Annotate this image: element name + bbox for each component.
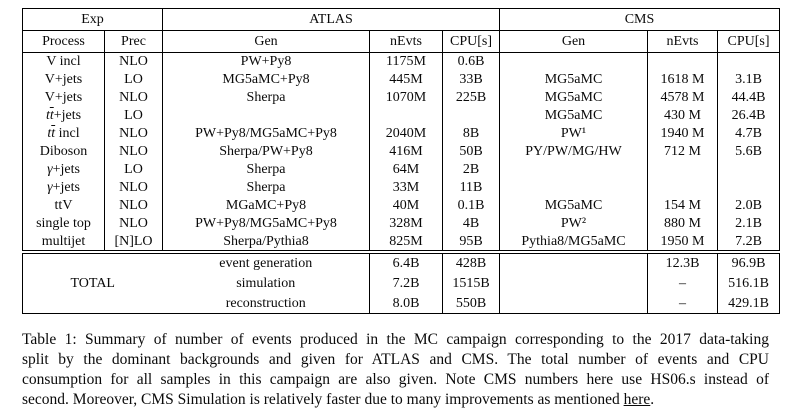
cell-atlas-cpu: 50B bbox=[443, 143, 500, 161]
cell-prec: NLO bbox=[105, 215, 163, 233]
cell-cms-nevts: 430 M bbox=[648, 107, 718, 125]
cell-prec: LO bbox=[105, 107, 163, 125]
cell-cms-gen: Pythia8/MG5aMC bbox=[500, 233, 648, 251]
table-row bbox=[23, 71, 780, 89]
cell-cms-cpu bbox=[718, 179, 780, 197]
total-cell-cms-gen bbox=[500, 274, 648, 294]
col-header-cms-gen: Gen bbox=[500, 31, 648, 53]
cell-prec: LO bbox=[105, 161, 163, 179]
cell-cms-cpu: 7.2B bbox=[718, 233, 780, 251]
cell-cms-gen: MG5aMC bbox=[500, 71, 648, 89]
cell-atlas-nevts: 64M bbox=[370, 161, 443, 179]
header-exp: Exp bbox=[23, 9, 163, 31]
caption-line-1: Table 1: Summary of number of events produced in the MC campaign corresponding to the 2017 data-taking bbox=[22, 331, 769, 348]
cell-cms-gen bbox=[500, 179, 648, 197]
table-row bbox=[23, 215, 780, 233]
cell-process: V incl bbox=[23, 53, 105, 71]
cell-atlas-nevts bbox=[370, 107, 443, 125]
cell-prec: NLO bbox=[105, 53, 163, 71]
cell-cms-nevts: 154 M bbox=[648, 197, 718, 215]
total-cell-stage: event generation bbox=[163, 254, 370, 274]
total-cell-cms-nevts: – bbox=[648, 274, 718, 294]
table-row bbox=[23, 89, 780, 107]
cell-cms-nevts: 1618 M bbox=[648, 71, 718, 89]
cell-atlas-gen: Sherpa/PW+Py8 bbox=[163, 143, 370, 161]
cell-atlas-nevts: 825M bbox=[370, 233, 443, 251]
cell-cms-nevts: 1940 M bbox=[648, 125, 718, 143]
total-label: TOTAL bbox=[70, 275, 115, 291]
cell-prec: NLO bbox=[105, 197, 163, 215]
col-header-atlas-cpu: CPU[s] bbox=[443, 31, 500, 53]
header-atlas: ATLAS bbox=[163, 9, 500, 31]
total-cell-atlas-cpu: 550B bbox=[443, 294, 500, 314]
cell-cms-gen bbox=[500, 161, 648, 179]
cell-cms-nevts: 4578 M bbox=[648, 89, 718, 107]
cell-atlas-gen: PW+Py8 bbox=[163, 53, 370, 71]
cell-cms-cpu bbox=[718, 161, 780, 179]
table-row bbox=[23, 143, 780, 161]
total-cell-cms-nevts: 12.3B bbox=[648, 254, 718, 274]
total-cell-atlas-nevts: 6.4B bbox=[370, 254, 443, 274]
cell-process: Diboson bbox=[23, 143, 105, 161]
mc-campaign-table bbox=[22, 8, 780, 251]
cell-prec: NLO bbox=[105, 125, 163, 143]
cell-process: multijet bbox=[23, 233, 105, 251]
totals-table bbox=[22, 253, 780, 314]
cell-cms-nevts: 880 M bbox=[648, 215, 718, 233]
total-cell-atlas-cpu: 1515B bbox=[443, 274, 500, 294]
caption-line-3: consumption for all samples in this campaign are also given. Note CMS numbers here use HS06.s instead of bbox=[22, 371, 769, 388]
table-row bbox=[23, 179, 780, 197]
cell-cms-gen: PY/PW/MG/HW bbox=[500, 143, 648, 161]
cell-process: γ+jets bbox=[23, 179, 105, 197]
table-caption bbox=[22, 330, 769, 410]
cell-cms-gen: PW¹ bbox=[500, 125, 648, 143]
cell-atlas-cpu bbox=[443, 107, 500, 125]
cell-atlas-cpu: 33B bbox=[443, 71, 500, 89]
caption-line-4 bbox=[22, 390, 769, 410]
cell-cms-gen: MG5aMC bbox=[500, 107, 648, 125]
cell-atlas-gen: Sherpa/Pythia8 bbox=[163, 233, 370, 251]
header-cms: CMS bbox=[500, 9, 780, 31]
cell-prec: NLO bbox=[105, 89, 163, 107]
header-row-columns bbox=[23, 31, 780, 53]
col-header-cms-cpu: CPU[s] bbox=[718, 31, 780, 53]
cell-atlas-gen: MGaMC+Py8 bbox=[163, 197, 370, 215]
cell-atlas-gen: PW+Py8/MG5aMC+Py8 bbox=[163, 215, 370, 233]
cell-prec: NLO bbox=[105, 179, 163, 197]
col-header-cms-nevts: nEvts bbox=[648, 31, 718, 53]
table-row bbox=[23, 233, 780, 251]
cell-process: single top bbox=[23, 215, 105, 233]
here-link[interactable]: here bbox=[623, 391, 651, 408]
cell-process: $t\overline{t}+jets$ bbox=[23, 107, 105, 125]
total-cell-cms-cpu: 96.9B bbox=[731, 256, 766, 272]
cell-cms-nevts: 1950 M bbox=[648, 233, 718, 251]
cell-cms-gen: MG5aMC bbox=[500, 89, 648, 107]
total-cell-cms-nevts: – bbox=[648, 294, 718, 314]
cell-prec: LO bbox=[105, 71, 163, 89]
header-row-experiments bbox=[23, 9, 780, 31]
cell-process: $t\overline{t}$ incl bbox=[23, 125, 105, 143]
cell-atlas-gen: PW+Py8/MG5aMC+Py8 bbox=[163, 125, 370, 143]
col-header-prec: Prec bbox=[105, 31, 163, 53]
cell-cms-cpu: 2.0B bbox=[718, 197, 780, 215]
cell-cms-cpu: 44.4B bbox=[718, 89, 780, 107]
cell-cms-gen: MG5aMC bbox=[500, 197, 648, 215]
cell-atlas-nevts: 2040M bbox=[370, 125, 443, 143]
caption-line-2: split by the dominant backgrounds and given for ATLAS and CMS. The total number of events and CPU bbox=[22, 351, 769, 368]
table-row bbox=[23, 125, 780, 143]
cell-cms-nevts: 712 M bbox=[648, 143, 718, 161]
cell-process: V+jets bbox=[23, 89, 105, 107]
total-cell-atlas-nevts: 7.2B bbox=[370, 274, 443, 294]
caption-period: . bbox=[650, 391, 655, 408]
cell-prec: NLO bbox=[105, 143, 163, 161]
cell-cms-nevts bbox=[648, 179, 718, 197]
cell-atlas-nevts: 328M bbox=[370, 215, 443, 233]
cell-cms-cpu: 3.1B bbox=[718, 71, 780, 89]
cell-prec: [N]LO bbox=[105, 233, 163, 251]
table-row bbox=[23, 53, 780, 71]
cell-atlas-cpu: 2B bbox=[443, 161, 500, 179]
total-cell-atlas-cpu: 428B bbox=[443, 254, 500, 274]
total-cell-cms-gen bbox=[500, 254, 648, 274]
cell-cms-cpu: 2.1B bbox=[718, 215, 780, 233]
cell-cms-cpu: 26.4B bbox=[718, 107, 780, 125]
col-header-process: Process bbox=[23, 31, 105, 53]
cell-cms-nevts bbox=[648, 53, 718, 71]
cell-atlas-gen: MG5aMC+Py8 bbox=[163, 71, 370, 89]
totals-row bbox=[23, 254, 780, 274]
table-row bbox=[23, 197, 780, 215]
total-cell-cms-cpu: 516.1B bbox=[728, 275, 769, 291]
cell-atlas-nevts: 1070M bbox=[370, 89, 443, 107]
cell-cms-cpu: 5.6B bbox=[718, 143, 780, 161]
total-cell-atlas-nevts: 8.0B bbox=[370, 294, 443, 314]
cell-atlas-nevts: 33M bbox=[370, 179, 443, 197]
cell-process: ttV bbox=[23, 197, 105, 215]
table-row bbox=[23, 107, 780, 125]
cell-atlas-gen: Sherpa bbox=[163, 179, 370, 197]
cell-atlas-cpu: 8B bbox=[443, 125, 500, 143]
cell-cms-gen: PW² bbox=[500, 215, 648, 233]
cell-atlas-nevts: 40M bbox=[370, 197, 443, 215]
caption-last-line-text: second. Moreover, CMS Simulation is relatively faster due to many improvements as mentioned bbox=[22, 391, 624, 408]
cell-atlas-gen: Sherpa bbox=[163, 89, 370, 107]
cell-atlas-nevts: 445M bbox=[370, 71, 443, 89]
total-cell-cms-cpu: 429.1B bbox=[728, 295, 769, 311]
total-cell-stage: simulation bbox=[163, 274, 370, 294]
cell-cms-nevts bbox=[648, 161, 718, 179]
cell-atlas-cpu: 0.1B bbox=[443, 197, 500, 215]
cell-cms-cpu bbox=[718, 53, 780, 71]
col-header-atlas-nevts: nEvts bbox=[370, 31, 443, 53]
cell-atlas-nevts: 1175M bbox=[370, 53, 443, 71]
total-cell-stage: reconstruction bbox=[163, 294, 370, 314]
cell-atlas-gen bbox=[163, 107, 370, 125]
cell-atlas-cpu: 4B bbox=[443, 215, 500, 233]
cell-atlas-cpu: 11B bbox=[443, 179, 500, 197]
total-cell-cms-gen bbox=[500, 294, 648, 314]
cell-atlas-nevts: 416M bbox=[370, 143, 443, 161]
cell-atlas-cpu: 225B bbox=[443, 89, 500, 107]
cell-process: γ+jets bbox=[23, 161, 105, 179]
col-header-atlas-gen: Gen bbox=[163, 31, 370, 53]
table-row bbox=[23, 161, 780, 179]
cell-cms-gen bbox=[500, 53, 648, 71]
tables-wrap bbox=[22, 8, 780, 314]
cell-atlas-cpu: 95B bbox=[443, 233, 500, 251]
cell-process: V+jets bbox=[23, 71, 105, 89]
cell-atlas-gen: Sherpa bbox=[163, 161, 370, 179]
cell-cms-cpu: 4.7B bbox=[718, 125, 780, 143]
cell-atlas-cpu: 0.6B bbox=[443, 53, 500, 71]
